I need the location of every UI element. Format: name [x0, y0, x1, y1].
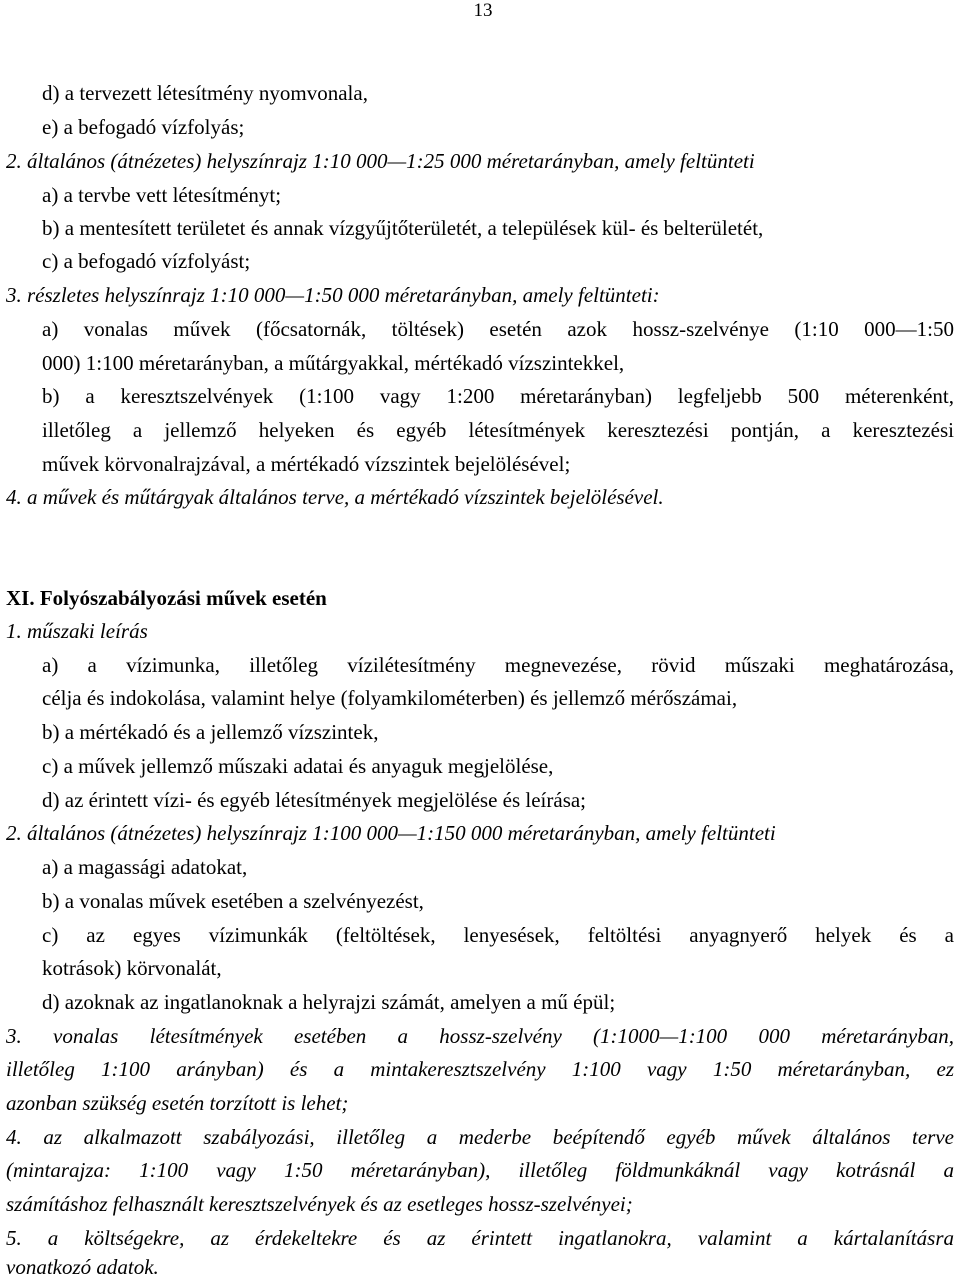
text-line: 4. az alkalmazott szabályozási, illetőleg a mederbe beépítendő egyéb művek általános terve: [6, 1125, 954, 1149]
text-line: c) az egyes vízimunkák (feltöltések, lenyesések, feltöltési anyagnyerő helyek és a: [42, 923, 954, 947]
text-line: 5. a költségekre, az érdekeltekre és az érintett ingatlanokra, valamint a kártalanításra: [6, 1226, 954, 1250]
text-line: b) a mentesített területet és annak vízgyűjtőterületét, a települések kül- és belterületét,: [42, 216, 764, 240]
section-heading: XI. Folyószabályozási művek esetén: [6, 586, 327, 610]
text-line: célja és indokolása, valamint helye (folyamkilométerben) és jellemző mérőszámai,: [42, 686, 738, 710]
text-line: illetőleg 1:100 arányban) és a mintakeresztszelvény 1:100 vagy 1:50 méretarányban, ez: [6, 1057, 954, 1081]
text-line: b) a keresztszelvények (1:100 vagy 1:200 méretarányban) legfeljebb 500 méterenként,: [42, 384, 954, 408]
text-line: 000) 1:100 méretarányban, a műtárgyakkal, mértékadó vízszintekkel,: [42, 351, 625, 375]
text-line: számításhoz felhasznált keresztszelvények és az esetleges hossz-szelvényei;: [6, 1192, 633, 1216]
text-line: vonatkozó adatok.: [6, 1255, 159, 1279]
text-line: a) a vízimunka, illetőleg vízilétesítmény megnevezése, rövid műszaki meghatározása,: [42, 653, 954, 677]
text-line: 3. vonalas létesítmények esetében a hossz-szelvény (1:1000—1:100 000 méretarányban,: [6, 1024, 954, 1048]
text-line: művek körvonalrajzával, a mértékadó vízszintek bejelölésével;: [42, 452, 571, 476]
text-line: c) a művek jellemző műszaki adatai és anyaguk megjelölése,: [42, 754, 554, 778]
text-line: 2. általános (átnézetes) helyszínrajz 1:10 000—1:25 000 méretarányban, amely feltünteti: [6, 149, 755, 173]
text-line: 3. részletes helyszínrajz 1:10 000—1:50 000 méretarányban, amely feltünteti:: [6, 283, 660, 307]
text-line: e) a befogadó vízfolyás;: [42, 115, 245, 139]
text-line: a) a tervbe vett létesítményt;: [42, 183, 282, 207]
text-line: illetőleg a jellemző helyeken és egyéb létesítmények keresztezési pontján, a keresztezési: [42, 418, 954, 442]
text-line: a) vonalas művek (főcsatornák, töltések) esetén azok hossz-szelvénye (1:10 000—1:50: [42, 317, 954, 341]
text-line: kotrások) körvonalát,: [42, 956, 222, 980]
text-line: d) az érintett vízi- és egyéb létesítmények megjelölése és leírása;: [42, 788, 587, 812]
text-line: a) a magassági adatokat,: [42, 855, 248, 879]
text-line: 4. a művek és műtárgyak általános terve, a mértékadó vízszintek bejelölésével.: [6, 485, 664, 509]
text-line: b) a mértékadó és a jellemző vízszintek,: [42, 720, 379, 744]
text-line: b) a vonalas művek esetében a szelvényezést,: [42, 889, 424, 913]
text-line: c) a befogadó vízfolyást;: [42, 249, 251, 273]
text-line: (mintarajza: 1:100 vagy 1:50 méretarányban), illetőleg földmunkáknál vagy kotrásnál a: [6, 1158, 954, 1182]
text-line: azonban szükség esetén torzított is lehet;: [6, 1091, 349, 1115]
text-line: d) azoknak az ingatlanoknak a helyrajzi számát, amelyen a mű épül;: [42, 990, 616, 1014]
text-line: 2. általános (átnézetes) helyszínrajz 1:100 000—1:150 000 méretarányban, amely feltünteti: [6, 821, 776, 845]
text-line: d) a tervezett létesítmény nyomvonala,: [42, 81, 368, 105]
page-number: 13: [473, 0, 493, 21]
text-line: 1. műszaki leírás: [6, 619, 148, 643]
